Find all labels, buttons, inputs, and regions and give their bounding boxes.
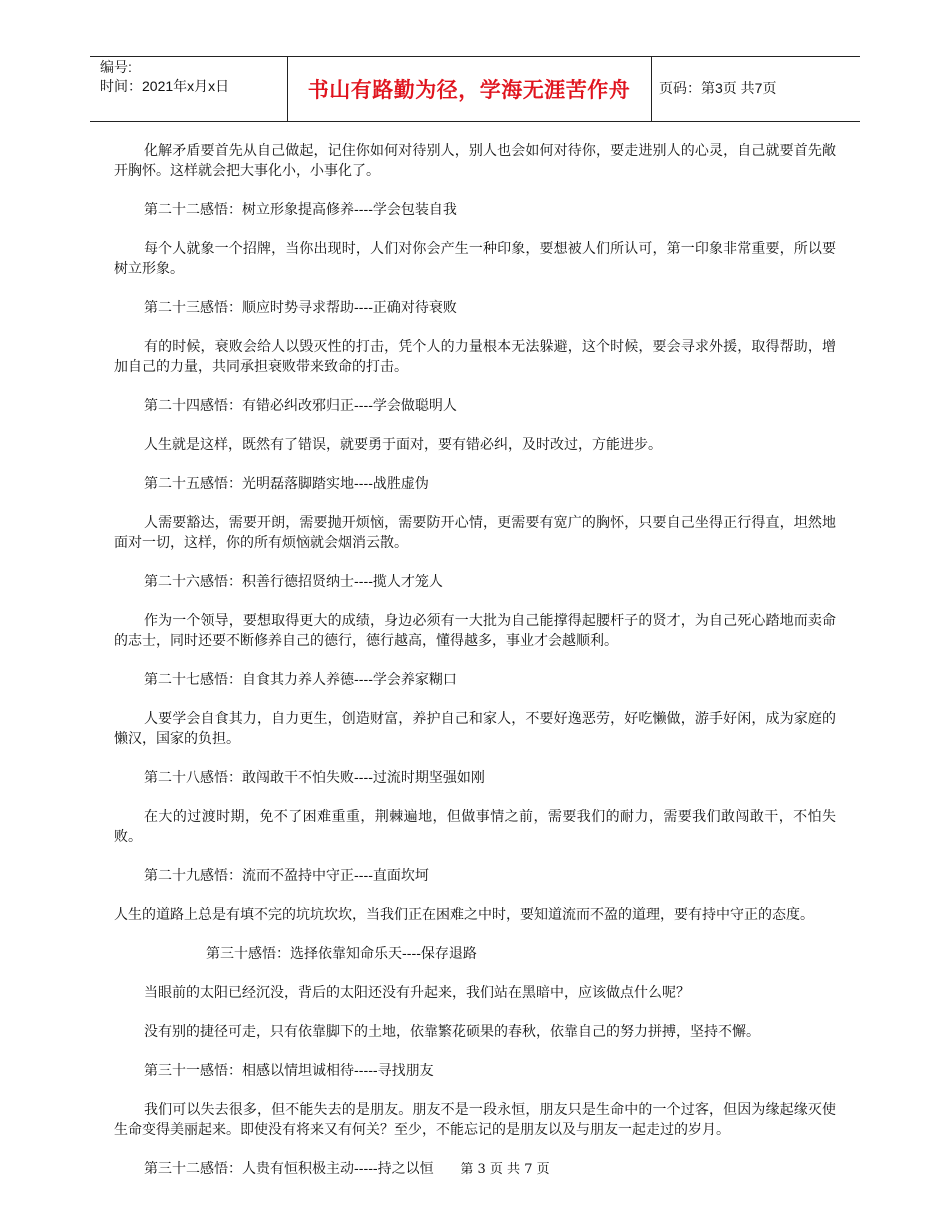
body-paragraph: 人生的道路上总是有填不完的坑坑坎坎，当我们正在困难之中时，要知道流而不盈的道理，要有持中守正的态度。 [114,907,814,923]
header-bottom-rule [90,121,860,122]
body-paragraph: 人要学会自食其力，自力更生，创造财富，养护自己和家人，不要好逸恶劳，好吃懒做，游手好闲，成为家庭的懒汉，国家的负担。 [114,711,836,747]
header-motto: 书山有路勤为径，学海无涯苦作舟 [307,78,631,102]
body-paragraph: 作为一个领导，要想取得更大的成绩，身边必须有一大批为自己能撑得起腰杆子的贤才，为自己死心踏地而卖命的志士，同时还要不断修养自己的德行，德行越高，懂得越多，事业才会越顺利。 [114,613,836,649]
section-heading: 第二十八感悟：敢闯敢干不怕失败----过流时期坚强如刚 [144,770,485,786]
body-paragraph: 化解矛盾要首先从自己做起，记住你如何对待别人，别人也会如何对待你，要走进别人的心灵，自己就要首先敞开胸怀。这样就会把大事化小，小事化了。 [114,143,836,179]
header-top-rule [90,56,860,57]
page-footer: 第 3 页 共 7 页 [460,1162,550,1177]
header-meta [100,58,229,96]
body-paragraph: 没有别的捷径可走，只有依靠脚下的土地，依靠繁花硕果的春秋，依靠自己的努力拼搏，坚持不懈。 [144,1024,760,1040]
section-heading: 第二十七感悟：自食其力养人养德----学会养家糊口 [144,672,457,688]
time-label: 时间：2021年x月x日 [100,78,230,94]
section-heading: 第三十一感悟：相感以情坦诚相待-----寻找朋友 [144,1063,434,1079]
section-heading: 第二十四感悟：有错必纠改邪归正----学会做聪明人 [144,398,457,414]
section-heading: 第三十二感悟：人贵有恒积极主动-----持之以恒 [144,1161,434,1177]
section-heading: 第二十二感悟：树立形象提高修养----学会包装自我 [144,202,457,218]
header-divider-right [651,56,652,121]
section-heading: 第二十五感悟：光明磊落脚踏实地----战胜虚伪 [144,476,429,492]
serial-label: 编号: [100,59,132,75]
section-heading: 第二十六感悟：积善行德招贤纳士----揽人才笼人 [144,574,443,590]
header-page-label: 页码：第3页 共7页 [659,80,777,96]
body-paragraph: 有的时候，衰败会给人以毁灭性的打击，凭个人的力量根本无法躲避，这个时候，要会寻求外援，取得帮助，增加自己的力量，共同承担衰败带来致命的打击。 [114,339,836,375]
body-paragraph: 我们可以失去很多，但不能失去的是朋友。朋友不是一段永恒，朋友只是生命中的一个过客，但因为缘起缘灭使生命变得美丽起来。即使没有将来又有何关？至少，不能忘记的是朋友以及与朋友一起走过的岁月。 [114,1102,836,1138]
document-body [114,141,836,1198]
body-paragraph: 人生就是这样，既然有了错误，就要勇于面对，要有错必纠，及时改过，方能进步。 [144,437,662,453]
body-paragraph: 在大的过渡时期，免不了困难重重，荆棘遍地，但做事情之前，需要我们的耐力，需要我们敢闯敢干，不怕失败。 [114,809,836,845]
section-heading: 第二十三感悟：顺应时势寻求帮助----正确对待衰败 [144,300,457,316]
section-heading: 第三十感悟：选择依靠知命乐天----保存退路 [206,946,477,962]
section-heading: 第二十九感悟：流而不盈持中守正----直面坎坷 [144,868,429,884]
body-paragraph: 当眼前的太阳已经沉没，背后的太阳还没有升起来，我们站在黑暗中，应该做点什么呢？ [144,985,690,1001]
body-paragraph: 每个人就象一个招牌，当你出现时，人们对你会产生一种印象，要想被人们所认可，第一印象非常重要，所以要树立形象。 [114,241,836,277]
body-paragraph: 人需要豁达，需要开朗，需要抛开烦恼，需要防开心情，更需要有宽广的胸怀，只要自己坐得正行得直，坦然地面对一切，这样，你的所有烦恼就会烟消云散。 [114,515,836,551]
